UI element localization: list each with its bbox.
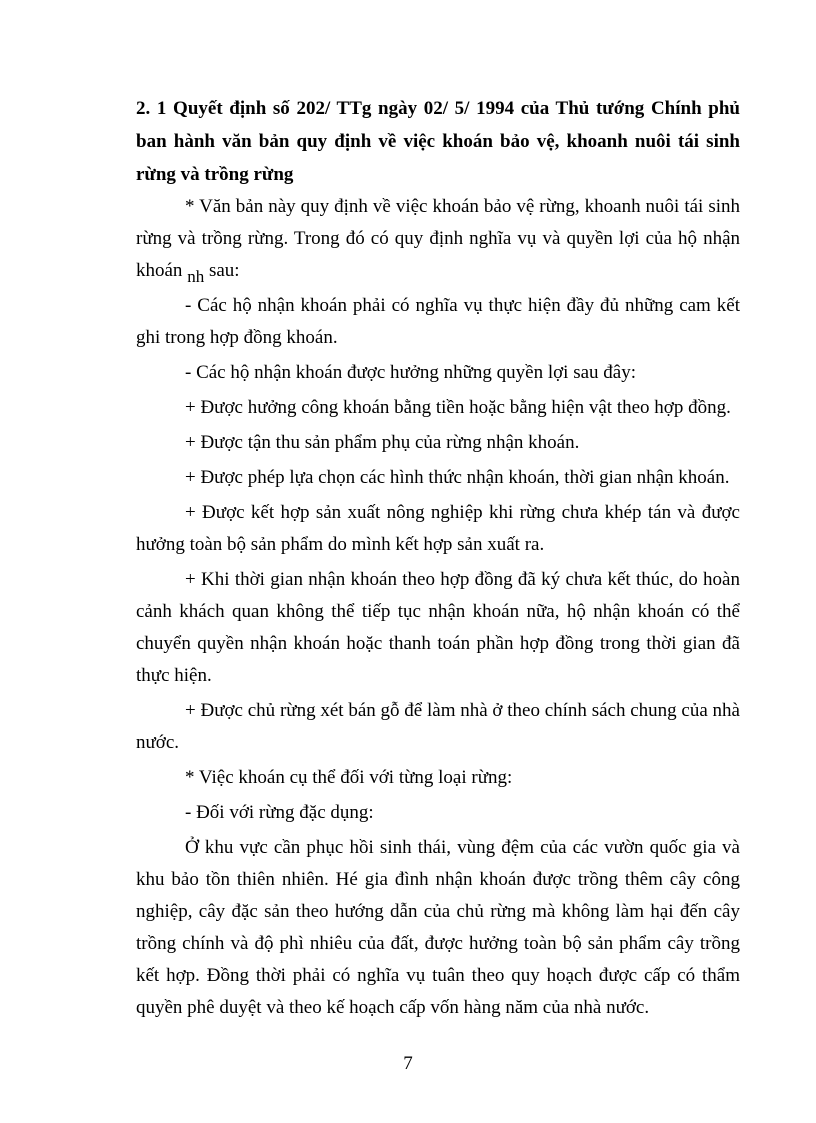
paragraph-right-byproducts: + Được tận thu sản phẩm phụ của rừng nhận khoán. bbox=[185, 432, 580, 453]
paragraph-right-transfer: + Khi thời gian nhận khoán theo hợp đồng đã ký chưa kết thúc, do hoàn cảnh khách quan không thể tiếp tục nhận khoán nữa, hộ nhận khoán có thể chuyển quyền nhận khoán hoặc thanh toán phần hợp đồng trong thời gian đã thực hiện. bbox=[136, 569, 740, 686]
paragraph-forest-types: * Việc khoán cụ thể đối với từng loại rừng: bbox=[185, 767, 513, 788]
section-heading: 2. 1 Quyết định số 202/ TTg ngày 02/ 5/ 1994 của Thủ tướng Chính phủ ban hành văn bản quy định về việc khoán bảo vệ, khoanh nuôi tái sinh rừng và trồng rừng bbox=[136, 98, 740, 185]
paragraph-right-timber: + Được chủ rừng xét bán gỗ để làm nhà ở theo chính sách chung của nhà nước. bbox=[136, 700, 740, 753]
paragraph-rights-intro: - Các hộ nhận khoán được hưởng những quyền lợi sau đây: bbox=[185, 362, 636, 383]
paragraph-right-agriculture: + Được kết hợp sản xuất nông nghiệp khi rừng chưa khép tán và được hưởng toàn bộ sản phẩm do mình kết hợp sản xuất ra. bbox=[136, 502, 740, 555]
paragraph-right-payment: + Được hưởng công khoán bằng tiền hoặc bằng hiện vật theo hợp đồng. bbox=[185, 397, 731, 418]
page-number: 7 bbox=[403, 1053, 413, 1074]
intro-text-end: sau: bbox=[204, 260, 240, 281]
paragraph-obligation: - Các hộ nhận khoán phải có nghĩa vụ thực hiện đầy đủ những cam kết ghi trong hợp đồng khoán. bbox=[136, 295, 740, 348]
paragraph-right-choice: + Được phép lựa chọn các hình thức nhận khoán, thời gian nhận khoán. bbox=[185, 467, 730, 488]
document-body bbox=[136, 92, 740, 1027]
intro-text-start: * Văn bản này quy định về việc khoán bảo vệ rừng, khoanh nuôi tái sinh rừng và trồng rừng. Trong đó có quy định nghĩa vụ và quyền lợi của hộ nhận khoán bbox=[136, 196, 740, 281]
intro-paragraph bbox=[136, 191, 740, 287]
paragraph-special-use-details: Ở khu vực cần phục hồi sinh thái, vùng đệm của các vườn quốc gia và khu bảo tồn thiên nhiên. Hé gia đình nhận khoán được trồng thêm cây công nghiệp, cây đặc sản theo hướng dẫn của chủ rừng mà không làm hại đến cây trồng chính và độ phì nhiêu của đất, được hưởng toàn bộ sản phẩm cây trồng kết hợp. Đồng thời phải có nghĩa vụ tuân theo quy hoạch được cấp có thẩm quyền phê duyệt và theo kế hoạch cấp vốn hàng năm của nhà nước. bbox=[136, 837, 740, 1018]
intro-subscript-fragment: nh bbox=[187, 267, 205, 286]
paragraph-special-use-forest: - Đối với rừng đặc dụng: bbox=[185, 802, 374, 823]
